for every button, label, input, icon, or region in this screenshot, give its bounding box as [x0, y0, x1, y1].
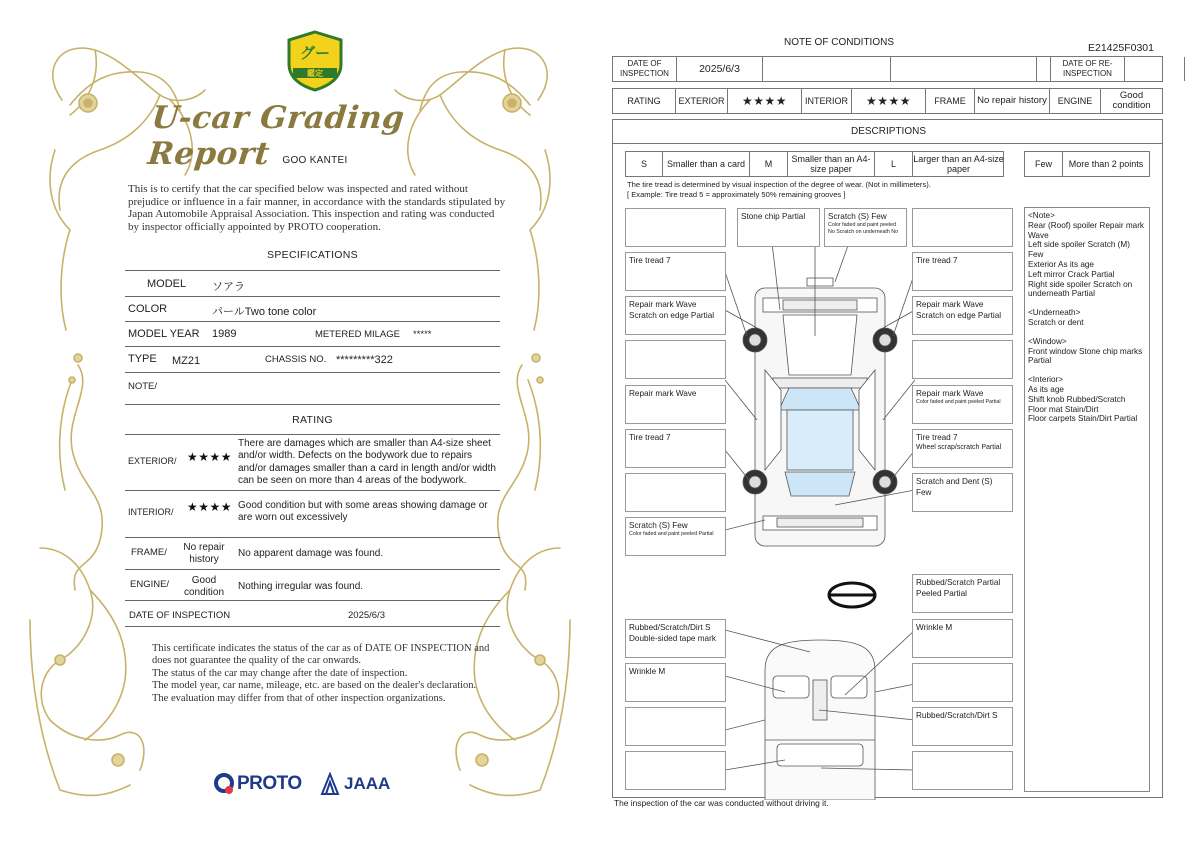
note-line: Right side spoiler Scratch on underneath Partial — [1028, 279, 1133, 299]
proto-logo-icon — [213, 772, 235, 796]
car-damage-diagram — [725, 200, 915, 800]
interior-stars: ★★★★ — [852, 89, 926, 113]
note-line: Left mirror Crack Partial — [1028, 269, 1115, 279]
tire-note-example: [ Example: Tire tread 5 = approximately 50% remaining grooves ] — [627, 190, 846, 199]
damage-note-small: Wheel scrap/scratch Partial — [916, 444, 1002, 451]
chassis-value: *********322 — [336, 354, 393, 366]
damage-note-box — [912, 663, 1013, 702]
divider — [125, 296, 500, 297]
note-line: Floor carpets Stain/Dirt Partial — [1028, 414, 1138, 424]
note-line: Scratch or dent — [1028, 317, 1084, 327]
engine-label: ENGINE/ — [130, 579, 170, 590]
empty-cell — [1185, 57, 1200, 81]
damage-note-text: Wrinkle M — [629, 667, 666, 676]
sheet-footer: The inspection of the car was conducted without driving it. — [614, 798, 829, 808]
damage-note-box — [625, 296, 726, 335]
frame-value: No repair history — [975, 89, 1050, 113]
damage-note-box — [625, 663, 726, 702]
certificate-title: U-car Grading Report — [146, 100, 407, 172]
model-year-label: MODEL YEAR — [128, 328, 200, 340]
divider — [125, 346, 500, 347]
damage-note-text: Repair mark Wave Scratch on edge Partial — [629, 300, 715, 320]
chassis-label: CHASSIS NO. — [265, 354, 327, 365]
damage-note-text: Tire tread 7 — [629, 433, 671, 442]
legend-s: S — [626, 152, 663, 176]
interior-stars: ★★★★ — [187, 500, 233, 514]
date-of-inspection-label: DATE OF INSPECTION — [129, 610, 231, 621]
note-gap — [1028, 366, 1146, 375]
damage-note-small: Color faded and paint peeled Partial — [916, 399, 1001, 405]
damage-note-text: Scratch (S) Few — [828, 212, 887, 221]
damage-note-text: Rubbed/Scratch/Dirt S — [629, 623, 711, 632]
damage-note-box — [824, 208, 907, 247]
model-label: MODEL — [147, 278, 187, 290]
damage-note-box — [912, 751, 1013, 790]
divider — [125, 404, 500, 405]
color-value: パールTwo tone color — [212, 306, 317, 318]
exterior-label: EXTERIOR/ — [128, 456, 177, 466]
engine-label: ENGINE — [1050, 89, 1101, 113]
frame-label: FRAME/ — [131, 547, 167, 558]
exterior-description: There are damages which are smaller than A4-size sheet and/or width. Defects on the bodywork due to repairs and/or damages smaller than a card in length and/or width can be seen on more than 4 areas of the bodywork. — [238, 438, 496, 487]
rating-row — [612, 88, 1163, 114]
note-line: Front window Stone chip marks Partial — [1028, 346, 1143, 366]
damage-note-box — [912, 473, 1013, 512]
damage-note-box — [912, 429, 1013, 468]
legend-l-desc: Larger than an A4-size paper — [913, 154, 1004, 174]
damage-note-text: Double-sided tape mark — [629, 634, 716, 643]
damage-note-text: Peeled Partial — [916, 589, 967, 598]
interior-label: INTERIOR — [802, 89, 852, 113]
model-value: ソアラ — [212, 281, 245, 293]
damage-note-box — [912, 574, 1013, 613]
damage-note-text: Stone chip Partial — [741, 212, 806, 221]
disclaimer-line: The model year, car name, mileage, etc. are based on the dealer's declaration. — [152, 680, 477, 692]
legend-s-desc: Smaller than a card — [663, 152, 750, 176]
damage-note-text: Repair mark Wave Scratch on edge Partial — [916, 300, 1002, 320]
damage-note-box — [625, 707, 726, 746]
legend-few: Few — [1025, 152, 1063, 176]
mileage-value: ***** — [413, 329, 432, 340]
damage-note-text: Tire tread 7 — [916, 433, 958, 442]
damage-note-text: Tire tread 7 — [916, 256, 958, 265]
damage-note-box — [625, 208, 726, 247]
tire-note: The tire tread is determined by visual inspection of the degree of wear. (Not in millimeters). — [627, 180, 931, 189]
date-of-inspection-label: DATE OF INSPECTION — [613, 57, 677, 81]
damage-note-box — [912, 208, 1013, 247]
exterior-stars: ★★★★ — [728, 89, 802, 113]
exterior-label: EXTERIOR — [676, 89, 728, 113]
size-legend — [625, 151, 1004, 177]
interior-description: Good condition but with some areas showing damage or are worn out excessively — [238, 500, 488, 524]
type-label: TYPE — [128, 353, 157, 365]
note-line: Exterior As its age — [1028, 259, 1094, 269]
date-of-inspection-value: 2025/6/3 — [348, 610, 385, 621]
badge-line1: グー — [299, 44, 331, 62]
damage-note-box — [625, 429, 726, 468]
descriptions-title: DESCRIPTIONS — [851, 126, 927, 137]
mileage-label: METERED MILAGE — [315, 329, 400, 340]
specifications-title: SPECIFICATIONS — [267, 249, 358, 261]
certificate-subtitle: GOO KANTEI — [282, 155, 348, 166]
badge-line2: 鑑定 — [307, 69, 323, 78]
legend-m-desc: Smaller than an A4-size paper — [788, 152, 875, 176]
interior-label: INTERIOR/ — [128, 507, 174, 517]
empty-cell — [1125, 57, 1185, 81]
note-line: As its age — [1028, 384, 1064, 394]
divider — [612, 143, 1163, 144]
inspection-date-row — [612, 56, 1163, 82]
type-value: MZ21 — [172, 355, 201, 367]
disclaimer-line: The status of the car may change after the date of inspection. — [152, 667, 408, 679]
frame-description: No apparent damage was found. — [238, 548, 384, 559]
engine-description: Nothing irregular was found. — [238, 581, 364, 592]
rating-label: RATING — [613, 89, 676, 113]
frame-label: FRAME — [926, 89, 975, 113]
legend-l: L — [875, 152, 913, 176]
damage-note-small: Color faded and paint peeled Partial — [629, 531, 714, 537]
note-gap — [1028, 299, 1146, 308]
damage-note-text: Scratch and Dent (S) Few — [916, 477, 993, 497]
empty-cell — [891, 57, 1051, 81]
divider — [125, 569, 500, 570]
model-year-value: 1989 — [212, 328, 237, 340]
footer-logos — [213, 770, 413, 800]
damage-note-text: Scratch (S) Few — [629, 521, 688, 530]
damage-note-box — [912, 385, 1013, 424]
jaaa-logo-text: JAAA — [344, 774, 391, 793]
legend-m: M — [750, 152, 788, 176]
damage-note-box — [912, 340, 1013, 379]
damage-note-box — [625, 252, 726, 291]
damage-note-box — [625, 751, 726, 790]
disclaimer-line: The evaluation may differ from that of other inspection organizations. — [152, 692, 446, 704]
note-line: <Note> — [1028, 211, 1055, 220]
divider — [1036, 56, 1037, 82]
damage-note-text: Repair mark Wave — [629, 389, 697, 398]
empty-cell — [763, 57, 891, 81]
note-line: <Window> — [1028, 336, 1067, 346]
damage-note-box — [625, 340, 726, 379]
note-line: <Underneath> — [1028, 308, 1081, 318]
damage-note-box — [912, 707, 1013, 746]
color-label: COLOR — [128, 303, 168, 315]
divider — [125, 434, 500, 435]
certificate-disclaimer — [152, 643, 492, 705]
damage-note-box — [737, 208, 820, 247]
damage-note-text: Rubbed/Scratch Partial — [916, 578, 1001, 587]
damage-note-box — [625, 385, 726, 424]
sheet-reference: E21425F0301 — [1088, 42, 1154, 54]
engine-value: Good condition — [1112, 90, 1151, 111]
damage-note-text: Repair mark Wave — [916, 389, 984, 398]
exterior-stars: ★★★★ — [187, 450, 233, 464]
note-line: Floor mat Stain/Dirt — [1028, 404, 1099, 414]
legend-few-desc: More than 2 points — [1068, 159, 1144, 169]
disclaimer-line: This certificate indicates the status of the car as of DATE OF INSPECTION and does not guarantee the quality of the car onwards. — [152, 643, 490, 667]
goo-kantei-badge-icon — [285, 30, 345, 92]
note-gap — [1028, 328, 1146, 337]
damage-note-text: Tire tread 7 — [629, 256, 671, 265]
divider — [125, 490, 500, 491]
jaaa-logo-icon — [319, 772, 341, 796]
damage-note-box — [912, 296, 1013, 335]
note-label: NOTE/ — [128, 381, 158, 392]
divider — [125, 537, 500, 538]
few-legend — [1024, 151, 1150, 177]
divider — [125, 270, 500, 271]
damage-note-box — [912, 619, 1013, 658]
divider — [125, 321, 500, 322]
damage-note-box — [625, 619, 726, 658]
engine-value: Good condition — [183, 575, 225, 598]
date-of-inspection-value: 2025/6/3 — [677, 57, 763, 81]
divider — [125, 626, 500, 627]
rating-title: RATING — [292, 414, 333, 426]
divider — [125, 600, 500, 601]
sheet-title: NOTE OF CONDITIONS — [784, 37, 894, 48]
reinspection-label: DATE OF RE-INSPECTION — [1051, 57, 1125, 81]
damage-note-box — [625, 473, 726, 512]
damage-note-small: Color faded and paint peeled No Scratch on underneath No — [828, 222, 899, 235]
damage-note-text: Rubbed/Scratch/Dirt S — [916, 711, 998, 720]
damage-note-text: Wrinkle M — [916, 623, 953, 632]
damage-note-box — [625, 517, 726, 556]
note-line: <Interior> — [1028, 375, 1064, 385]
frame-value: No repair history — [183, 542, 225, 565]
notes-panel — [1024, 207, 1150, 792]
note-line: Left side spoiler Scratch (M) Few — [1028, 240, 1130, 260]
damage-note-box — [912, 252, 1013, 291]
divider — [125, 372, 500, 373]
note-line: Rear (Roof) spoiler Repair mark Wave — [1028, 220, 1145, 240]
proto-logo-text: PROTO — [237, 773, 302, 794]
note-line: Shift knob Rubbed/Scratch — [1028, 394, 1126, 404]
certificate-intro: This is to certify that the car specified below was inspected and rated without prejudice or influence in a fair manner, in accordance with the standards stipulated by Japan Automobile Appraisal Association. This inspection and rating was conducted by inspector officially appointed by PROTO cooperation. — [128, 183, 506, 233]
